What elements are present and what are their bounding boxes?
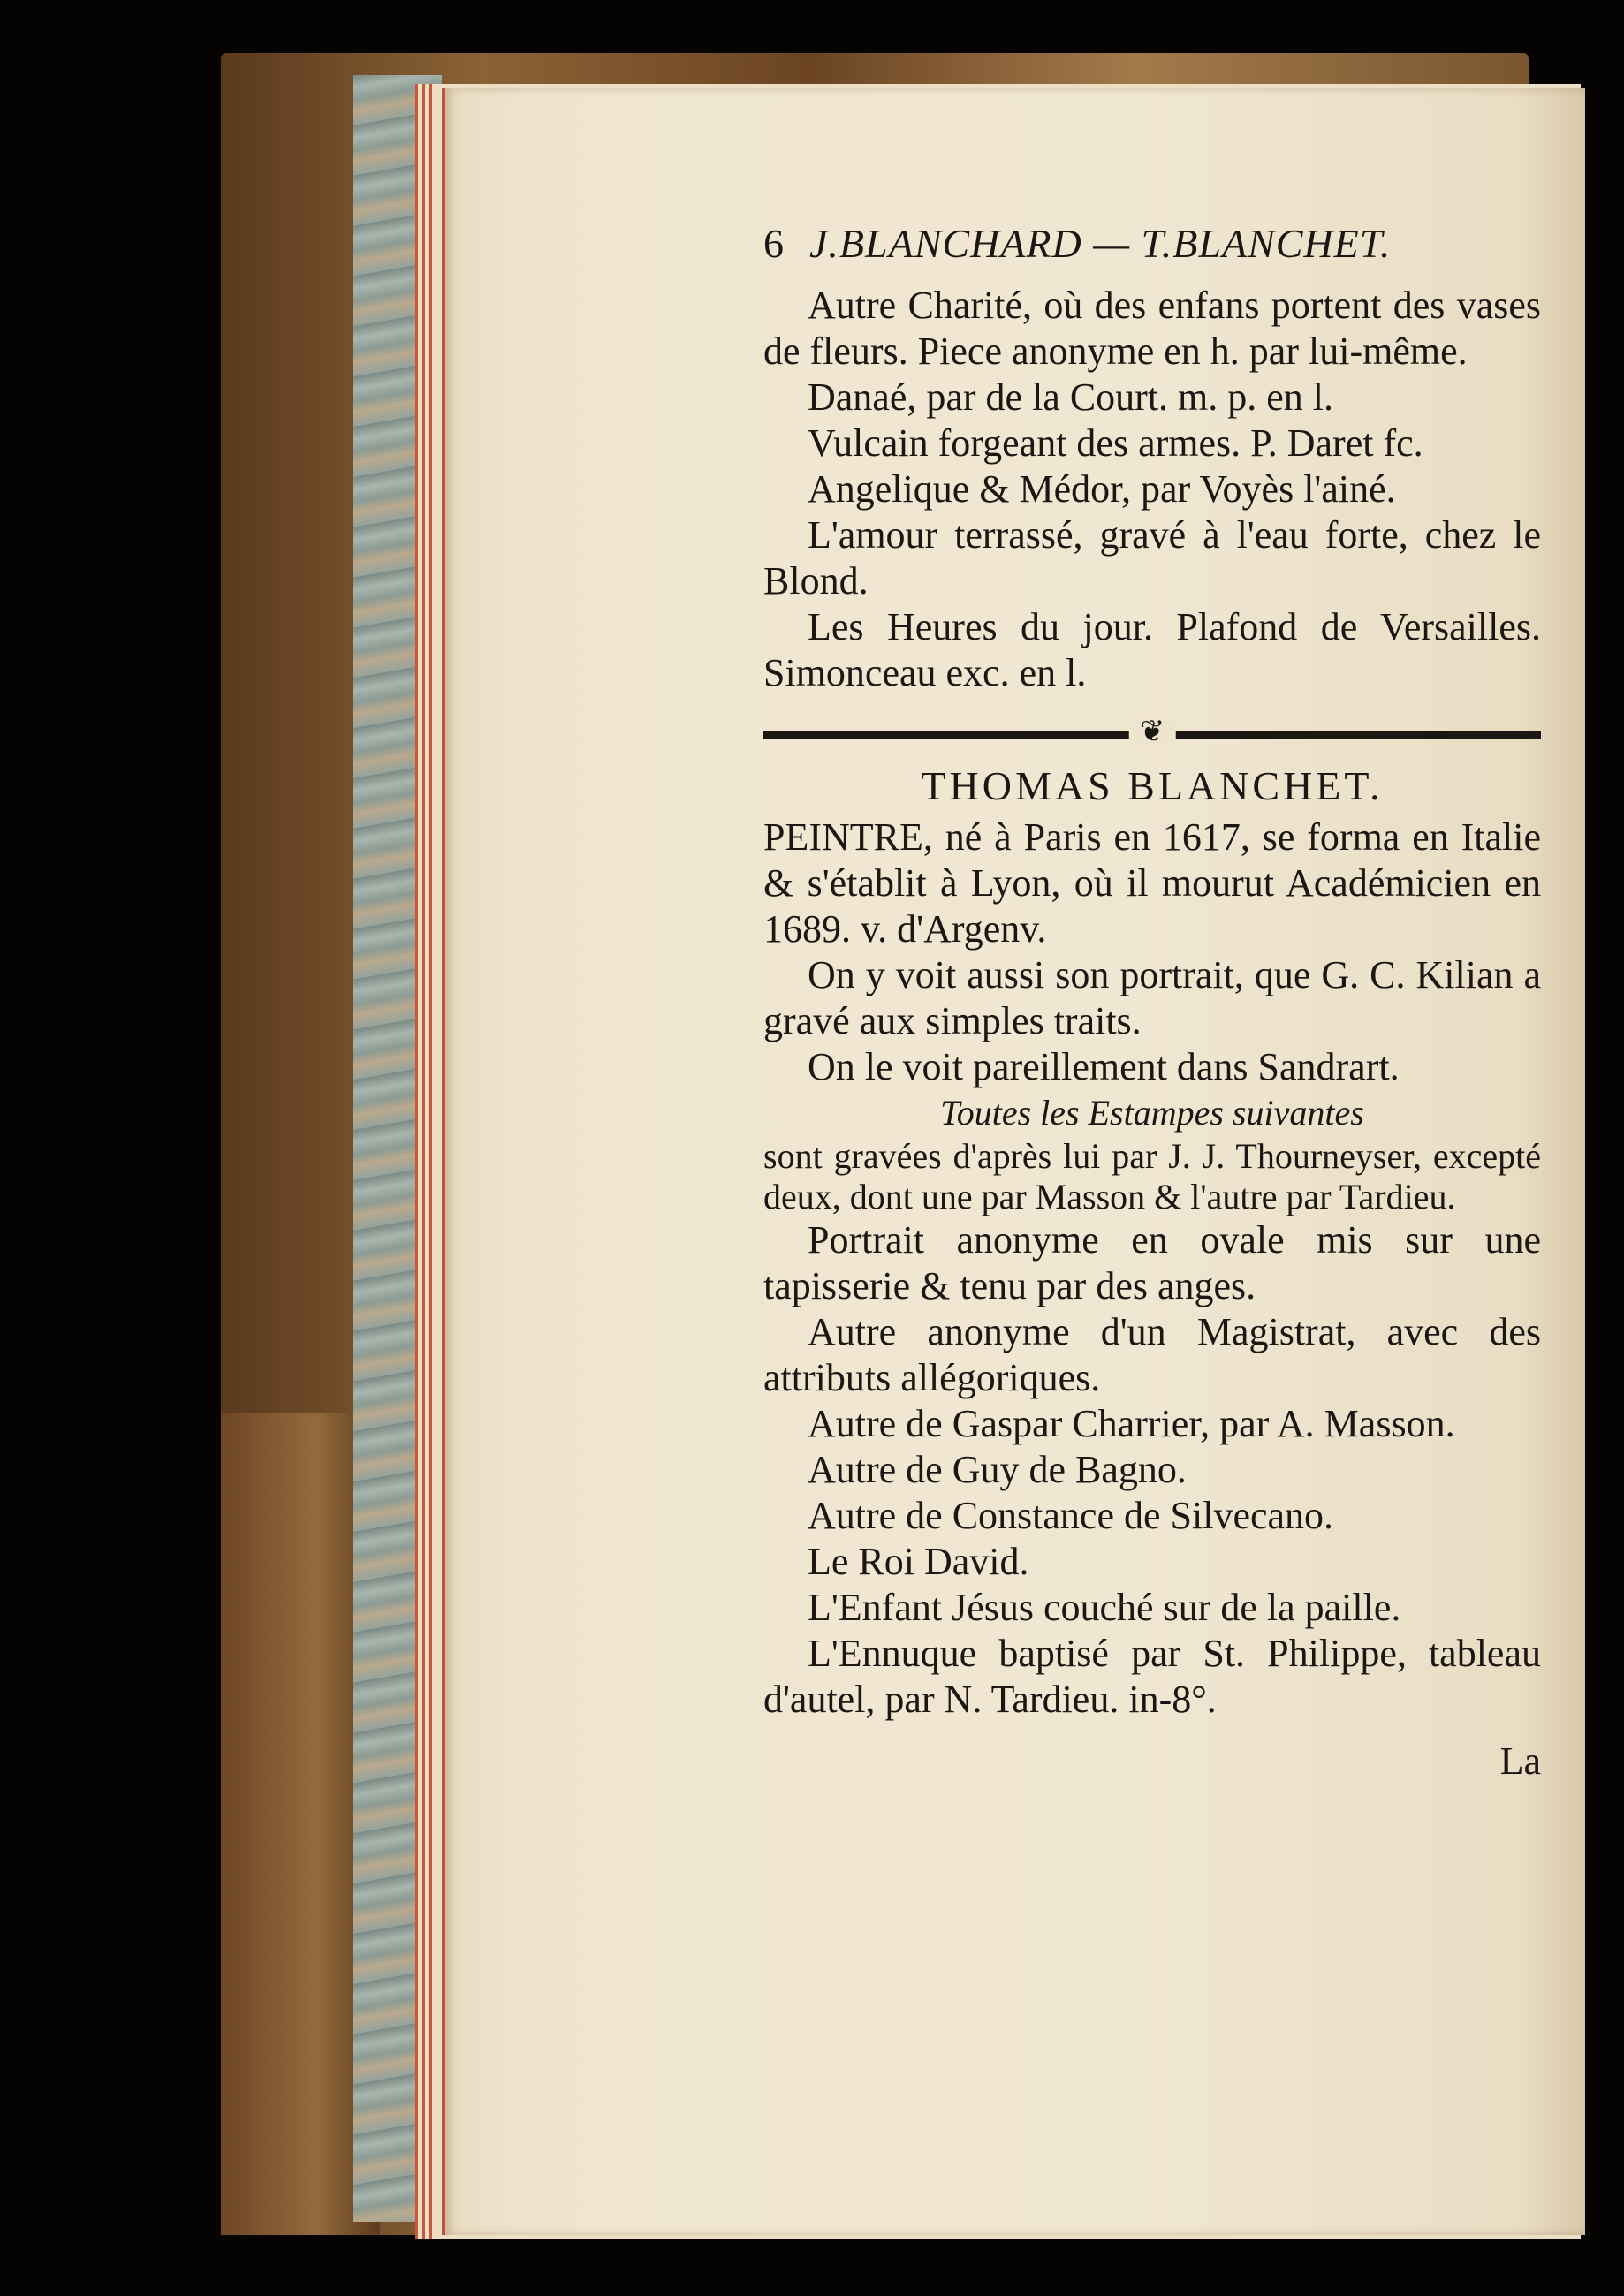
entry-item: Vulcain forgeant des armes. P. Daret fc. [808, 421, 1423, 465]
fleuron-icon: ❦ [1129, 717, 1176, 747]
entry-item: Autre de Guy de Bagno. [808, 1448, 1187, 1491]
entry-item: Danaé, par de la Court. m. p. en l. [808, 375, 1334, 419]
paragraph: On le voit pareillement dans Sandrart. [808, 1045, 1400, 1088]
entry-item: Le Roi David. [808, 1540, 1029, 1583]
entry-item: Autre de Gaspar Charrier, par A. Masson. [808, 1402, 1455, 1445]
entry-item: Autre Charité, où des enfans portent des vases de fleurs. Piece anonyme en h. par lui-même. [763, 284, 1541, 373]
running-header [763, 221, 1541, 267]
entry-item: Autre de Constance de Silvecano. [808, 1494, 1334, 1537]
paragraph: On y voit aussi son portrait, que G. C. Kilian a gravé aux simples traits. [763, 953, 1541, 1042]
page-number: 6 [763, 221, 785, 266]
entry-item: L'Enfant Jésus couché sur de la paille. [808, 1586, 1401, 1629]
text-block [763, 221, 1541, 1785]
subheading: Toutes les Estampes suivantes [940, 1093, 1364, 1133]
entry-item: Autre anonyme d'un Magistrat, avec des attributs allégoriques. [763, 1310, 1541, 1399]
ornamental-divider [763, 716, 1541, 748]
engraver-note: sont gravées d'après lui par J. J. Thourneyser, excepté deux, dont une par Masson & l'autre par Tardieu. [763, 1136, 1541, 1216]
entry-item: L'Ennuque baptisé par St. Philippe, tableau d'autel, par N. Tardieu. in-8°. [763, 1632, 1541, 1721]
section-heading: THOMAS BLANCHET. [921, 763, 1384, 808]
entry-item: L'amour terrassé, gravé à l'eau forte, chez le Blond. [763, 513, 1541, 602]
entry-item: Les Heures du jour. Plafond de Versailles. Simonceau exc. en l. [763, 605, 1541, 694]
section-intro: PEINTRE, né à Paris en 1617, se forma en Italie & s'établit à Lyon, où il mourut Académicien en 1689. v. d'Argenv. [763, 815, 1541, 951]
catchword: La [1499, 1739, 1541, 1783]
entry-item: Portrait anonyme en ovale mis sur une tapisserie & tenu par des anges. [763, 1218, 1541, 1307]
entry-item: Angelique & Médor, par Voyès l'ainé. [808, 467, 1396, 511]
running-title: J.BLANCHARD — T.BLANCHET. [809, 221, 1392, 266]
book-page [442, 88, 1585, 2235]
